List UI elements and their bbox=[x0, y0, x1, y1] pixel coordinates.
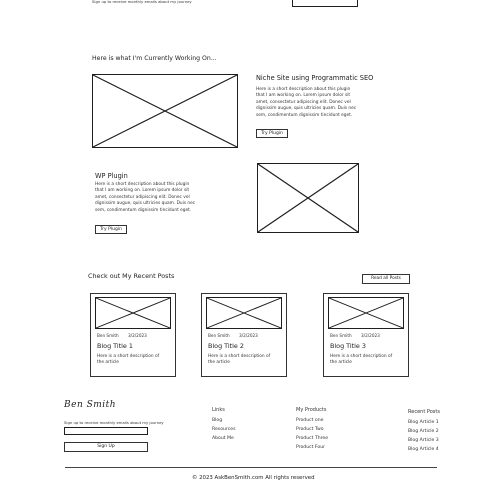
footer-signature-logo: Ben Smith bbox=[64, 400, 117, 410]
footer-recent-post-3[interactable]: Blog Article 3 bbox=[408, 438, 439, 443]
project-2-description: Here is a short description about this plugin that I am working on. Lorem ipsum dolor sit amet, consectetur adipiscing elit. Donec vel dignissim augue, quis ultricies quam. Duis nec sem, condimentum dignissim tincidunt eget. bbox=[95, 182, 196, 213]
blog-card-1[interactable] bbox=[90, 293, 176, 377]
blog-card-2-title[interactable]: Blog Title 2 bbox=[208, 342, 244, 350]
footer-product-four[interactable]: Product Four bbox=[296, 445, 325, 450]
footer-product-three[interactable]: Product Three bbox=[296, 436, 329, 441]
blog-card-2-excerpt: Here is a short description of the article bbox=[208, 354, 271, 366]
top-image-placeholder bbox=[292, 0, 358, 7]
recent-posts-heading: Check out My Recent Posts bbox=[88, 272, 175, 280]
footer-products-heading: My Products bbox=[296, 407, 327, 413]
read-all-posts-button[interactable]: Read all Posts bbox=[362, 274, 410, 284]
blog-card-2-image-placeholder bbox=[206, 297, 282, 329]
footer-email-input[interactable] bbox=[64, 427, 148, 435]
footer-link-blog[interactable]: Blog bbox=[212, 418, 223, 423]
footer-recent-post-2[interactable]: Blog Article 2 bbox=[408, 429, 439, 434]
project-1-image-placeholder bbox=[92, 74, 238, 148]
blog-card-3[interactable] bbox=[323, 293, 409, 377]
footer-recent-post-4[interactable]: Blog Article 4 bbox=[408, 447, 439, 452]
working-on-heading: Here is what I'm Currently Working On... bbox=[92, 55, 217, 62]
footer-recent-post-1[interactable]: Blog Article 1 bbox=[408, 420, 439, 425]
project-2-image-placeholder bbox=[257, 163, 359, 233]
blog-card-1-author: Ben Smith bbox=[97, 333, 119, 338]
top-signup-caption: Sign up to receive monthly emails about my journey bbox=[92, 0, 192, 4]
blog-card-3-title[interactable]: Blog Title 3 bbox=[330, 342, 366, 350]
blog-card-3-excerpt: Here is a short description of the article bbox=[330, 354, 393, 366]
footer-divider bbox=[65, 467, 437, 468]
footer-sign-up-button[interactable]: Sign Up bbox=[64, 442, 148, 452]
footer-copyright: © 2023 AskBenSmith.com All rights reserved bbox=[192, 475, 315, 481]
blog-card-1-image-placeholder bbox=[95, 297, 171, 329]
blog-card-3-image-placeholder bbox=[328, 297, 404, 329]
footer-links-heading: Links bbox=[212, 407, 225, 413]
project-1-description: Here is a short description about this plugin that I am working on. Lorem ipsum dolor sit amet, consectetur adipiscing elit. Donec vel dignissim augue, quis ultricies quam. Duis nec sem, condimentum dignissim tincidunt eget. bbox=[256, 87, 357, 118]
project-2-title: WP Plugin bbox=[95, 172, 128, 180]
blog-card-1-date: 3/2/2023 bbox=[128, 333, 147, 338]
blog-card-1-title[interactable]: Blog Title 1 bbox=[97, 342, 133, 350]
blog-card-3-date: 3/2/2023 bbox=[361, 333, 380, 338]
footer-product-two[interactable]: Product Two bbox=[296, 427, 324, 432]
footer-link-resources[interactable]: Resources bbox=[212, 427, 236, 432]
blog-card-1-excerpt: Here is a short description of the article bbox=[97, 354, 160, 366]
project-1-try-plugin-button[interactable]: Try Plugin bbox=[256, 129, 288, 138]
footer-link-about-me[interactable]: About Me bbox=[212, 436, 234, 441]
project-1-title: Niche Site using Programmatic SEO bbox=[256, 74, 374, 82]
blog-card-3-author: Ben Smith bbox=[330, 333, 352, 338]
project-2-try-plugin-button[interactable]: Try Plugin bbox=[95, 225, 127, 234]
footer-recent-posts-heading: Recent Posts bbox=[408, 409, 440, 415]
blog-card-2-date: 3/2/2023 bbox=[239, 333, 258, 338]
footer-product-one[interactable]: Product one bbox=[296, 418, 324, 423]
footer-signup-caption: Sign up to receive monthly emails about my journey bbox=[64, 420, 164, 425]
blog-card-2-author: Ben Smith bbox=[208, 333, 230, 338]
blog-card-2[interactable] bbox=[201, 293, 287, 377]
